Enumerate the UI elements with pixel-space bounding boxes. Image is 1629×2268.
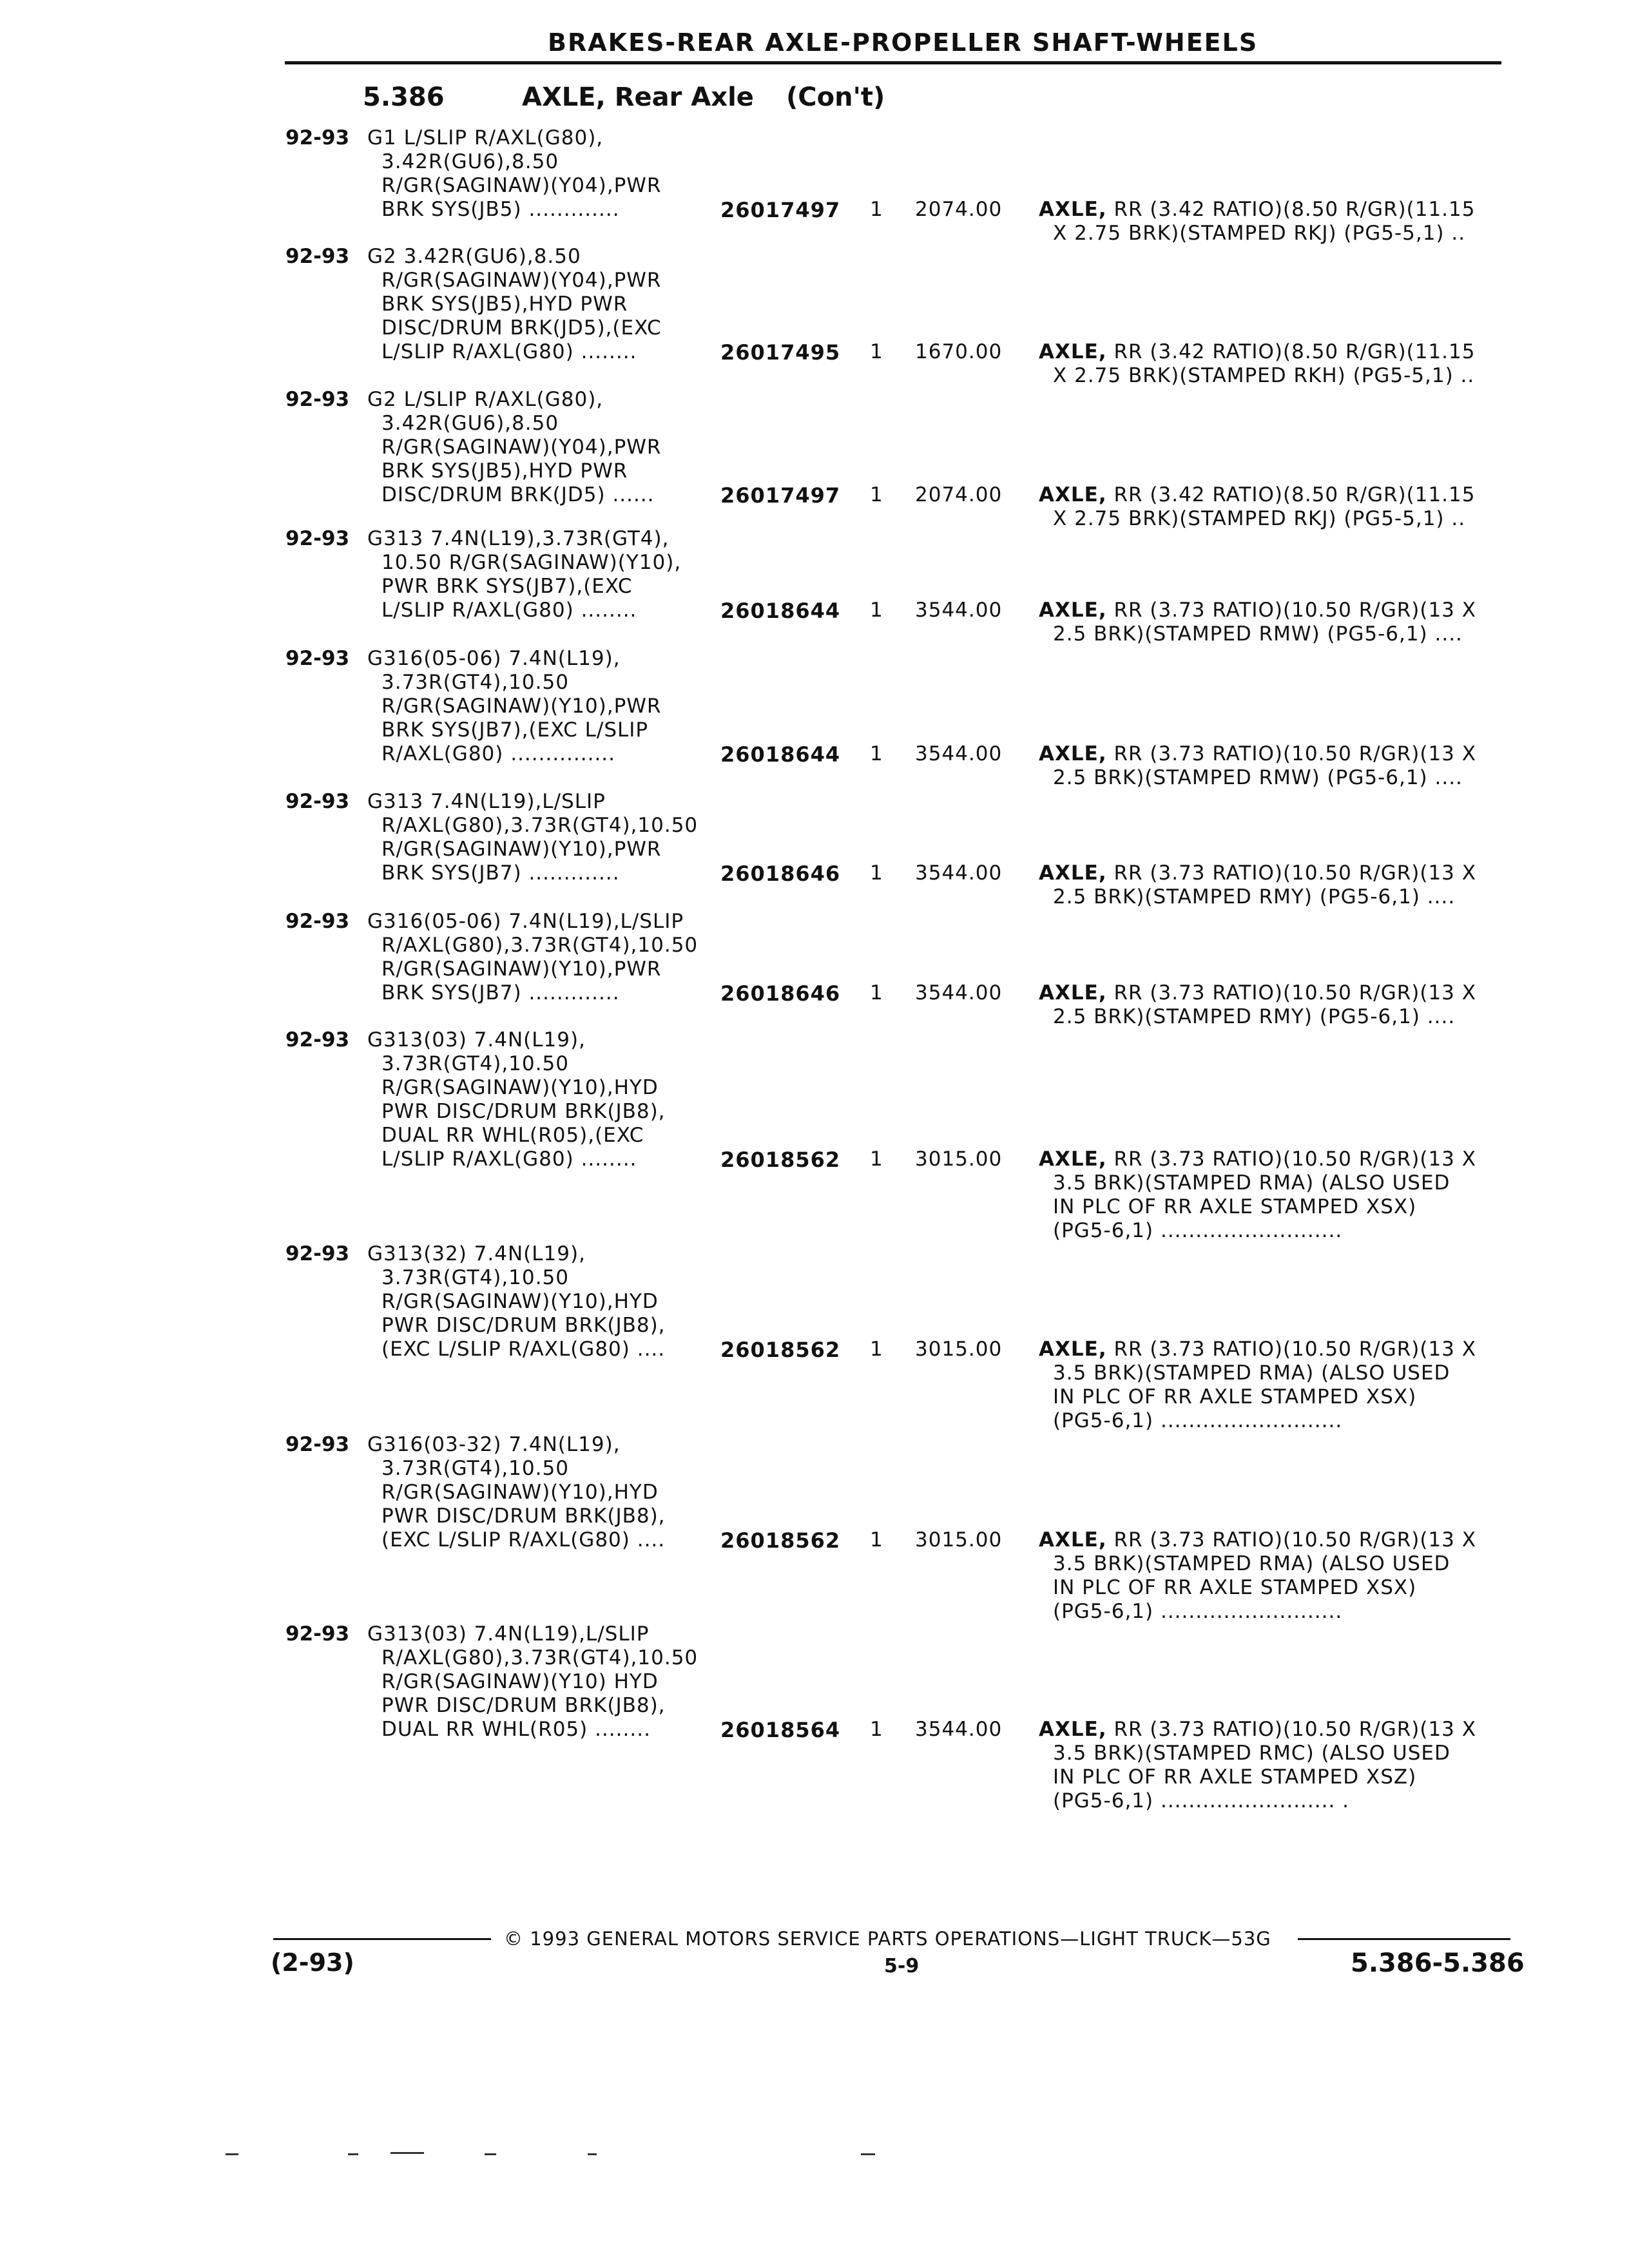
usage-description [367,1433,666,1552]
price: 3015.00 [915,1148,1003,1171]
usage-line: 3.42R(GU6),8.50 [381,150,559,173]
part-description-line: X 2.75 BRK)(STAMPED RKH) (PG5-5,1) .. [1053,364,1475,387]
part-description [1039,1338,1476,1433]
usage-description [367,1242,666,1361]
part-description-line: 2.5 BRK)(STAMPED RMY) (PG5-6,1) .... [1053,885,1456,908]
usage-line: G313(03) 7.4N(L19), [367,1028,586,1052]
part-number: 26018646 [720,981,841,1006]
part-number: 26017497 [720,483,841,508]
usage-line: BRK SYS(JB7),(EXC L/SLIP [381,718,649,742]
usage-line: G2 L/SLIP R/AXL(G80), [367,388,604,411]
usage-line: BRK SYS(JB7) ............. [381,981,620,1004]
usage-line: BRK SYS(JB5),HYD PWR [381,293,628,316]
part-name: AXLE, [1039,483,1107,506]
usage-line: PWR BRK SYS(JB7),(EXC [381,575,633,598]
part-description-line: RR (3.73 RATIO)(10.50 R/GR)(13 X [1113,1718,1476,1741]
usage-line: 3.42R(GU6),8.50 [381,412,559,435]
usage-line: R/AXL(G80),3.73R(GT4),10.50 [381,814,699,837]
usage-line: G313(03) 7.4N(L19),L/SLIP [367,1622,650,1646]
part-description-line: RR (3.73 RATIO)(10.50 R/GR)(13 X [1113,1148,1476,1171]
usage-line: R/AXL(G80),3.73R(GT4),10.50 [381,1646,699,1669]
footer-copyright: © 1993 GENERAL MOTORS SERVICE PARTS OPERATIONS—LIGHT TRUCK—53G [504,1928,1271,1950]
usage-line: G313 7.4N(L19),3.73R(GT4), [367,527,670,550]
usage-line: R/AXL(G80),3.73R(GT4),10.50 [381,934,699,957]
usage-line: 10.50 R/GR(SAGINAW)(Y10), [381,551,682,574]
part-description-line: 3.5 BRK)(STAMPED RMA) (ALSO USED [1053,1361,1451,1385]
usage-line: PWR DISC/DRUM BRK(JB8), [381,1314,666,1337]
quantity: 1 [870,340,883,363]
usage-line: R/GR(SAGINAW)(Y10),PWR [381,695,662,718]
usage-line: DISC/DRUM BRK(JD5),(EXC [381,316,662,340]
model-years: 92-93 [285,1622,350,1646]
part-description [1039,599,1476,646]
part-description-line: RR (3.73 RATIO)(10.50 R/GR)(13 X [1113,1528,1476,1552]
part-name: AXLE, [1039,742,1107,765]
part-description-line: (PG5-6,1) .......................... [1053,1600,1343,1623]
usage-line: L/SLIP R/AXL(G80) ........ [381,599,637,622]
usage-line: R/GR(SAGINAW)(Y10),PWR [381,957,662,981]
footer-section-range: 5.386-5.386 [1351,1948,1525,1978]
usage-line: G313(32) 7.4N(L19), [367,1242,586,1265]
quantity: 1 [870,742,883,765]
part-name: AXLE, [1039,1148,1107,1171]
part-description-line: (PG5-6,1) ......................... . [1053,1789,1350,1812]
part-number: 26018644 [720,742,841,767]
usage-line: BRK SYS(JB5),HYD PWR [381,459,628,483]
usage-description [367,245,662,364]
price: 3015.00 [915,1338,1003,1361]
part-description-line: RR (3.42 RATIO)(8.50 R/GR)(11.15 [1113,198,1476,221]
part-description-line: 3.5 BRK)(STAMPED RMA) (ALSO USED [1053,1552,1451,1575]
quantity: 1 [870,599,883,622]
usage-line: R/GR(SAGINAW)(Y04),PWR [381,436,662,459]
price: 3544.00 [915,599,1003,622]
usage-line: G2 3.42R(GU6),8.50 [367,245,581,268]
usage-line: G316(03-32) 7.4N(L19), [367,1433,621,1456]
part-number: 26018646 [720,861,841,886]
part-description-line: RR (3.73 RATIO)(10.50 R/GR)(13 X [1113,742,1476,765]
usage-line: R/AXL(G80) ............... [381,742,616,765]
part-description-line: RR (3.73 RATIO)(10.50 R/GR)(13 X [1113,861,1476,885]
part-name: AXLE, [1039,1528,1107,1552]
usage-description [367,1028,666,1171]
part-description-line: (PG5-6,1) .......................... [1053,1219,1343,1242]
part-number: 26017495 [720,340,841,365]
part-number: 26018564 [720,1718,841,1742]
quantity: 1 [870,483,883,506]
usage-line: 3.73R(GT4),10.50 [381,1457,569,1480]
part-number: 26018562 [720,1148,841,1172]
usage-line: R/GR(SAGINAW)(Y10),HYD [381,1076,659,1099]
part-description [1039,483,1475,531]
model-years: 92-93 [285,790,350,813]
usage-line: DUAL RR WHL(R05) ........ [381,1718,651,1741]
part-description-line: IN PLC OF RR AXLE STAMPED XSX) [1053,1195,1417,1218]
part-name: AXLE, [1039,1338,1107,1361]
usage-line: 3.73R(GT4),10.50 [381,671,569,694]
usage-line: G316(05-06) 7.4N(L19), [367,647,621,670]
usage-line: L/SLIP R/AXL(G80) ........ [381,1148,637,1171]
part-description-line: 2.5 BRK)(STAMPED RMW) (PG5-6,1) .... [1053,622,1463,646]
usage-line: DISC/DRUM BRK(JD5) ...... [381,483,655,506]
usage-line: 3.73R(GT4),10.50 [381,1052,569,1075]
part-description-line: X 2.75 BRK)(STAMPED RKJ) (PG5-5,1) .. [1053,222,1466,245]
footer-rule-left [273,1938,491,1940]
model-years: 92-93 [285,647,350,670]
part-name: AXLE, [1039,340,1107,363]
usage-line: BRK SYS(JB7) ............. [381,861,620,885]
part-number: 26018644 [720,599,841,623]
usage-line: PWR DISC/DRUM BRK(JB8), [381,1694,666,1717]
usage-line: BRK SYS(JB5) ............. [381,198,620,221]
usage-line: G1 L/SLIP R/AXL(G80), [367,126,604,149]
usage-line: R/GR(SAGINAW)(Y10),PWR [381,838,662,861]
part-name: AXLE, [1039,198,1107,221]
footer-date: (2-93) [271,1948,354,1977]
usage-line: L/SLIP R/AXL(G80) ........ [381,340,637,363]
price: 3544.00 [915,861,1003,885]
quantity: 1 [870,1338,883,1361]
part-description-line: IN PLC OF RR AXLE STAMPED XSX) [1053,1385,1417,1408]
part-number: 26017497 [720,198,841,222]
usage-line: PWR DISC/DRUM BRK(JB8), [381,1100,666,1123]
price: 3015.00 [915,1528,1003,1552]
part-description-line: RR (3.42 RATIO)(8.50 R/GR)(11.15 [1113,483,1476,506]
usage-description [367,126,661,222]
model-years: 92-93 [285,245,350,268]
usage-line: 3.73R(GT4),10.50 [381,1266,569,1289]
part-description [1039,861,1476,909]
page-header: BRAKES-REAR AXLE-PROPELLER SHAFT-WHEELS [548,28,1258,57]
model-years: 92-93 [285,527,350,550]
usage-line: (EXC L/SLIP R/AXL(G80) .... [381,1528,666,1552]
scan-mark [348,2153,358,2155]
model-years: 92-93 [285,1242,350,1265]
usage-description [367,1622,698,1742]
usage-line: R/GR(SAGINAW)(Y10),HYD [381,1481,659,1504]
part-description-line: 3.5 BRK)(STAMPED RMA) (ALSO USED [1053,1171,1451,1195]
usage-line: R/GR(SAGINAW)(Y04),PWR [381,174,662,197]
part-description-line: IN PLC OF RR AXLE STAMPED XSX) [1053,1576,1417,1599]
quantity: 1 [870,1718,883,1741]
scan-mark [485,2153,496,2155]
usage-line: G316(05-06) 7.4N(L19),L/SLIP [367,910,684,933]
model-years: 92-93 [285,126,350,149]
price: 3544.00 [915,1718,1003,1741]
usage-description [367,910,698,1005]
part-description-line: IN PLC OF RR AXLE STAMPED XSZ) [1053,1765,1417,1789]
section-name: AXLE, Rear Axle [522,82,754,112]
part-description-line: RR (3.42 RATIO)(8.50 R/GR)(11.15 [1113,340,1476,363]
quantity: 1 [870,1148,883,1171]
model-years: 92-93 [285,1028,350,1052]
part-description [1039,981,1476,1029]
scan-mark [588,2153,597,2155]
part-name: AXLE, [1039,861,1107,885]
part-description [1039,1148,1476,1243]
part-name: AXLE, [1039,1718,1107,1741]
quantity: 1 [870,981,883,1004]
usage-description [367,647,661,766]
usage-line: R/GR(SAGINAW)(Y10) HYD [381,1670,659,1693]
price: 3544.00 [915,981,1003,1004]
section-number: 5.386 [363,82,445,112]
footer-rule-right [1298,1938,1510,1940]
usage-line: G313 7.4N(L19),L/SLIP [367,790,606,813]
part-description-line: 2.5 BRK)(STAMPED RMW) (PG5-6,1) .... [1053,766,1463,789]
part-description-line: 3.5 BRK)(STAMPED RMC) (ALSO USED [1053,1742,1451,1765]
usage-description [367,527,681,622]
scan-mark [390,2152,424,2154]
usage-line: R/GR(SAGINAW)(Y10),HYD [381,1290,659,1313]
part-description-line: RR (3.73 RATIO)(10.50 R/GR)(13 X [1113,981,1476,1004]
part-name: AXLE, [1039,599,1107,622]
part-description [1039,198,1475,245]
model-years: 92-93 [285,910,350,933]
quantity: 1 [870,1528,883,1552]
price: 3544.00 [915,742,1003,765]
part-description-line: RR (3.73 RATIO)(10.50 R/GR)(13 X [1113,1338,1476,1361]
part-description [1039,1528,1476,1624]
model-years: 92-93 [285,388,350,411]
part-description-line: RR (3.73 RATIO)(10.50 R/GR)(13 X [1113,599,1476,622]
usage-line: DUAL RR WHL(R05),(EXC [381,1124,644,1147]
model-years: 92-93 [285,1433,350,1456]
usage-description [367,790,698,885]
part-number: 26018562 [720,1528,841,1553]
price: 2074.00 [915,198,1003,221]
footer-page-number: 5-9 [884,1955,920,1977]
part-description [1039,742,1476,790]
part-description-line: X 2.75 BRK)(STAMPED RKJ) (PG5-5,1) .. [1053,507,1466,530]
part-name: AXLE, [1039,981,1107,1004]
part-description-line: (PG5-6,1) .......................... [1053,1409,1343,1432]
quantity: 1 [870,861,883,885]
part-description-line: 2.5 BRK)(STAMPED RMY) (PG5-6,1) .... [1053,1005,1456,1028]
price: 2074.00 [915,483,1003,506]
part-description [1039,1718,1476,1813]
usage-line: PWR DISC/DRUM BRK(JB8), [381,1504,666,1528]
scan-mark [226,2153,238,2155]
usage-description [367,388,661,507]
quantity: 1 [870,198,883,221]
price: 1670.00 [915,340,1003,363]
usage-line: R/GR(SAGINAW)(Y04),PWR [381,269,662,292]
part-description [1039,340,1475,388]
header-rule [285,61,1501,64]
section-continued: (Con't) [786,82,885,112]
scan-mark [861,2153,875,2155]
usage-line: (EXC L/SLIP R/AXL(G80) .... [381,1338,666,1361]
part-number: 26018562 [720,1338,841,1362]
